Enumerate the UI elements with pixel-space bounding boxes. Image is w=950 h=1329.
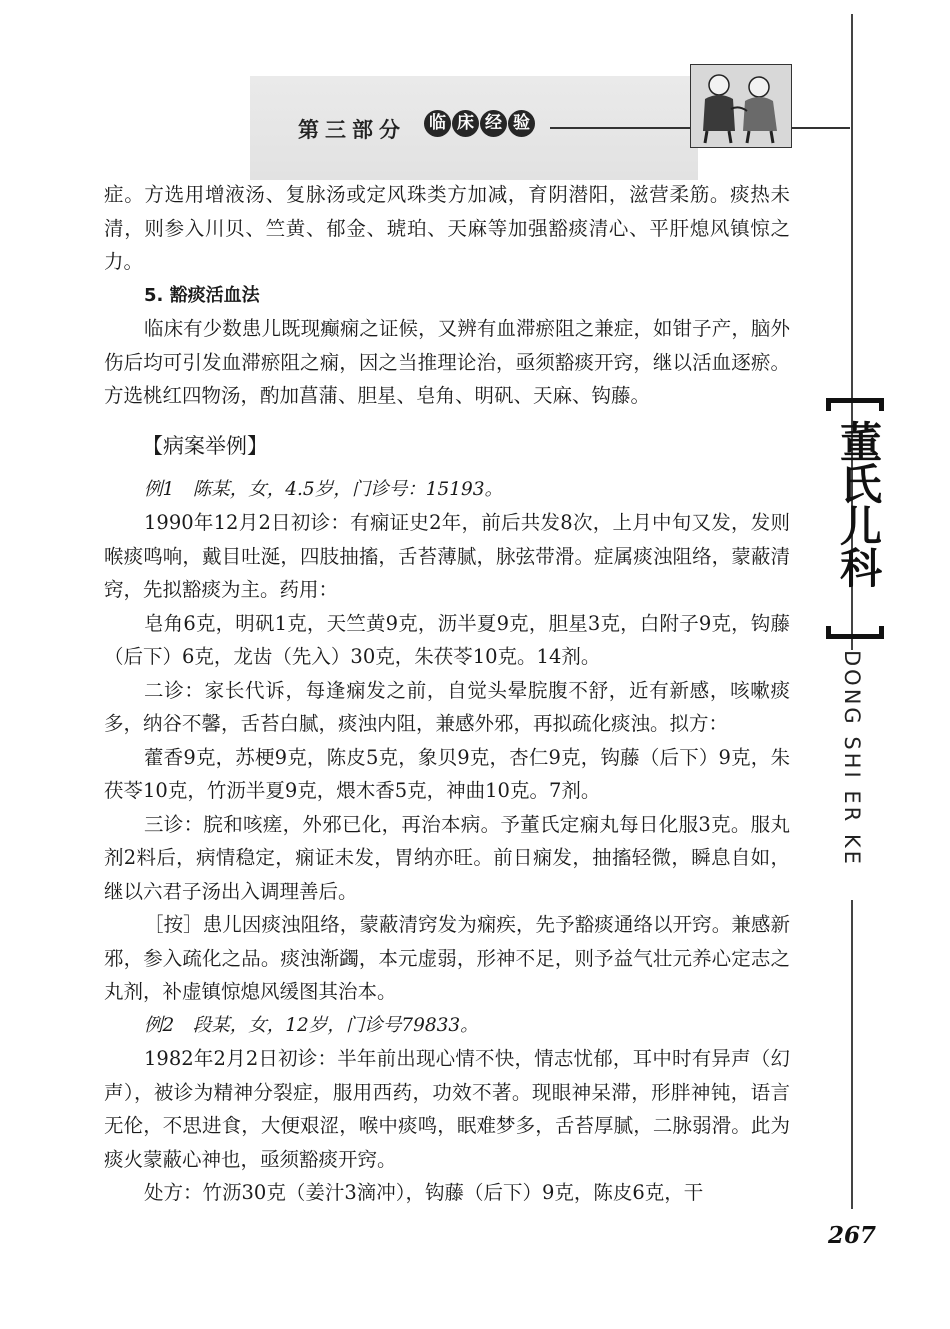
paragraph: 藿香9克，苏梗9克，陈皮5克，象贝9克，杏仁9克，钩藤（后下）9克，朱茯苓10克，竹沥半夏9克，煨木香5克，神曲10克。7剂。 bbox=[104, 745, 790, 802]
paragraph: 三诊：脘和咳瘥，外邪已化，再治本病。予董氏定痫丸每日化服3克。服丸剂2料后，病情稳定，痫证未发，胃纳亦旺。前日痫发，抽搐轻微，瞬息自如，继以六君子汤出入调理善后。 bbox=[104, 812, 790, 903]
side-pinyin: DONG SHI ER KE bbox=[834, 650, 864, 900]
paragraph: 1982年2月2日初诊：半年前出现心情不快，情志忧郁，耳中时有异声（幻声），被诊为精神分裂症，服用西药，功效不著。现眼神呆滞，形胖神钝，语言无伦，不思进食，大便艰涩，喉中痰鸣，眠难梦多，舌苔厚腻，二脉弱滑。此为痰火蒙蔽心神也，亟须豁痰开窍。 bbox=[104, 1047, 790, 1171]
case-examples-heading: 【病案举例】 bbox=[142, 433, 268, 458]
topic-char: 床 bbox=[452, 110, 479, 137]
side-book-title: 董氏儿科 bbox=[834, 420, 883, 588]
paragraph: 1990年12月2日初诊：有痫证史2年，前后共发8次，上月中旬又发，发则喉痰鸣响，戴目吐涎，四肢抽搐，舌苔薄腻，脉弦带滑。症属痰浊阻络，蒙蔽清窍，先拟豁痰为主。药用： bbox=[104, 511, 790, 601]
topic-title bbox=[424, 110, 535, 137]
paragraph: 处方：竹沥30克（姜汁3滴冲），钩藤（后下）9克，陈皮6克，干 bbox=[144, 1181, 704, 1204]
paragraph: ［按］患儿因痰浊阻络，蒙蔽清窍发为痫疾，先予豁痰通络以开窍。兼感新邪，参入疏化之品。痰浊渐蠲，本元虚弱，形神不足，则予益气壮元养心定志之丸剂，补虚镇惊熄风缓图其治本。 bbox=[104, 913, 790, 1003]
case-header: 例1 陈某，女，4.5岁，门诊号：15193。 bbox=[144, 478, 504, 500]
side-bracket-bottom bbox=[826, 626, 884, 639]
case-header: 例2 段某，女，12岁，门诊号79833。 bbox=[144, 1014, 479, 1036]
paragraph: 二诊：家长代诉，每逢痫发之前，自觉头晕脘腹不舒，近有新感，咳嗽痰多，纳谷不馨，舌苔白腻，痰浊内阻，兼感外邪，再拟疏化痰浊。拟方： bbox=[104, 678, 790, 735]
page-number: 267 bbox=[828, 1222, 877, 1249]
side-bracket-top bbox=[826, 398, 884, 411]
paragraph: 皂角6克，明矾1克，天竺黄9克，沥半夏9克，胆星3克，白附子9克，钩藤（后下）6克，龙齿（先入）30克，朱茯苓10克。14剂。 bbox=[104, 611, 790, 668]
topic-char: 经 bbox=[480, 110, 507, 137]
paragraph: 临床有少数患儿既现癫痫之证候，又辨有血滞瘀阻之兼症，如钳子产，脑外伤后均可引发血滞瘀阻之痫，因之当推理论治，亟须豁痰开窍，继以活血逐瘀。方选桃红四物汤，酌加菖蒲、胆星、皂角、明矾、天麻、钩藤。 bbox=[104, 317, 790, 407]
paragraph: 症。方选用增液汤、复脉汤或定风珠类方加减，育阴潜阳，滋营柔筋。痰热未清，则参入川贝、竺黄、郁金、琥珀、天麻等加强豁痰清心、平肝熄风镇惊之力。 bbox=[104, 183, 790, 273]
topic-char: 验 bbox=[508, 110, 535, 137]
topic-char: 临 bbox=[424, 110, 451, 137]
section-heading: 5. 豁痰活血法 bbox=[144, 284, 260, 306]
body-text bbox=[104, 178, 790, 1210]
children-illustration bbox=[690, 64, 792, 148]
margin-rule bbox=[851, 14, 853, 1209]
part-label: 第三部分 bbox=[298, 118, 406, 142]
